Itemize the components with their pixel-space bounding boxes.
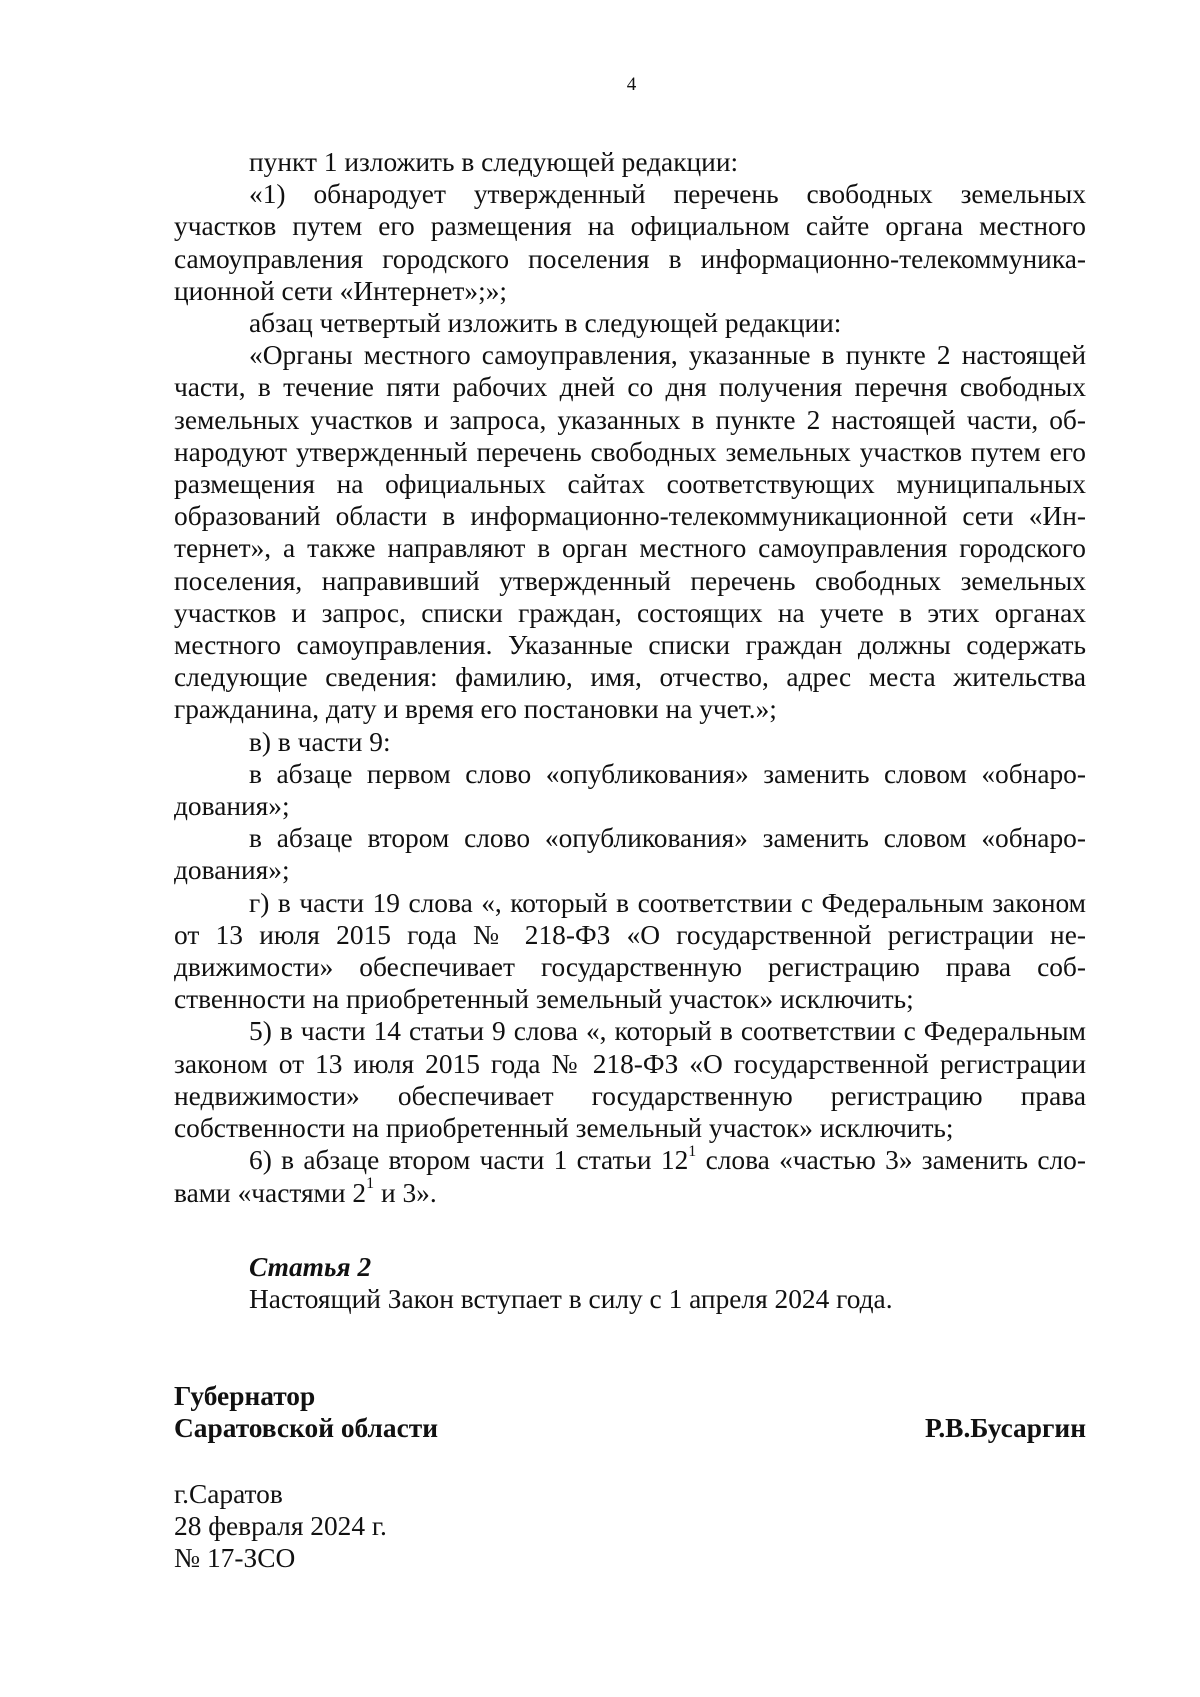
superscript-2: 1 [366,1175,375,1193]
paragraph-5: в) в части 9: [249,726,391,757]
paragraph-1: пункт 1 изложить в следующей редакции: [249,147,739,177]
footer-number: № 17-ЗСО [174,1543,296,1574]
signer-name: Р.В.Бусаргин [925,1413,1086,1444]
document-footer [174,1478,387,1575]
paragraph-10 [174,1144,1086,1208]
paragraph-9: 5) в части 14 статьи 9 слова «, который в соответствии с Федеральным законом от 13 июля 2015 года № 218-ФЗ «О государственной регистрации недвижимости» обеспечивает государственную регистрацию права собственности на приобретенный земельный участок» исключить; [174,1016,1086,1144]
paragraph-2: «1) обнародует утвержденный перечень свободных земельных участков путем его размещения на официальном сайте органа местного самоуправления городского поселения в информационно-телекоммуникационной сети «Интернет»;»; [174,179,1086,306]
article-text: Настоящий Закон вступает в силу с 1 апреля 2024 года. [249,1284,893,1315]
page-number: 4 [626,74,637,95]
paragraph-10-part-3: и 3». [374,1177,437,1208]
footer-date: 28 февраля 2024 г. [174,1511,387,1542]
signer-position-line-1: Губернатор [174,1381,316,1411]
paragraph-4: «Органы местного самоуправления, указанные в пункте 2 настоящей части, в течение пяти рабочих дней со дня получения перечня свободных земельных участков и запроса, указанных в пункте 2 настоящей части, обнародуют утвержденный перечень свободных земельных участков путем его размещения на официальных сайтах соответствующих муниципальных образований области в информационно-телекоммуникационной сети «Интернет», а также направляют в орган местного самоуправления городского поселения, направивший утвержденный перечень свободных земельных участков и запрос, списки граждан, состоящих на учете в этих органах местного самоуправления. Указанные списки граждан должны содержать следующие сведения: фамилию, имя, отчество, адрес места жительства гражданина, дату и время его постановки на учет.»; [174,340,1086,725]
superscript-1: 1 [688,1143,697,1161]
paragraph-6: в абзаце первом слово «опубликования» заменить словом «обнародования»; [174,758,1086,822]
law-amendments-text [174,146,1086,1209]
paragraph-8: г) в части 19 слова «, который в соответствии с Федеральным законом от 13 июля 2015 года № 218-ФЗ «О государственной регистрации недвижимости» обеспечивает государственную регистрацию права собственности на приобретенный земельный участок» исключить; [174,887,1086,1015]
paragraph-10-part-1: 6) в абзаце втором части 1 статьи 12 [249,1145,689,1176]
article-title: Статья 2 [249,1252,372,1282]
signature-block [174,1380,1086,1444]
paragraph-7: в абзаце втором слово «опубликования» заменить словом «обнародования»; [174,823,1086,886]
signer-position-line-2: Саратовской области [174,1413,438,1444]
paragraph-3: абзац четвертый изложить в следующей редакции: [249,308,842,339]
article-2 [174,1251,1086,1315]
footer-city: г.Саратов [174,1479,283,1509]
paragraph-10-part-2: слова «частью 3» заменить словами «частями 2 [174,1145,1086,1208]
